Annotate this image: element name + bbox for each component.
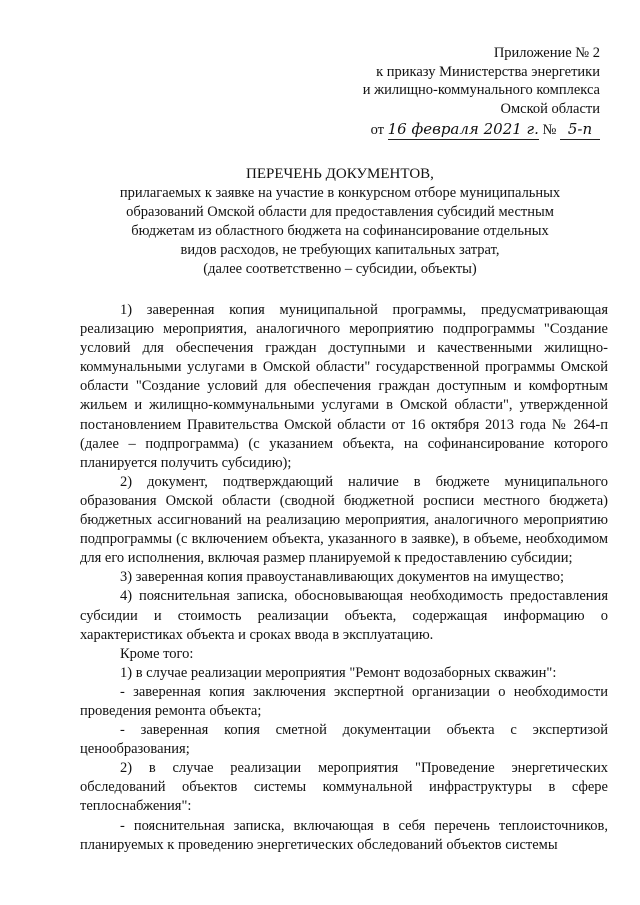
title-subtitle-line: образований Омской области для предоставления субсидий местным [126, 204, 554, 220]
list-item: 1) в случае реализации мероприятия "Ремонт водозаборных скважин": [120, 664, 557, 681]
appendix-header [363, 44, 600, 140]
date-prefix: от [370, 122, 384, 138]
list-item: 1) заверенная копия муниципальной программы, предусматривающая реализацию мероприятия, аналогичного мероприятию подпрограммы "Создание условий для обеспечения граждан доступными и качественными жилищно-коммунальными услугами в Омской области" государственной программы Омской области "Создание условий для обеспечения граждан доступным и комфортным жильем и жилищно-коммунальными услугами в Омской области", утвержденной постановлением Правительства Омской области от 16 октября 2013 года № 264-п (далее – подпрограмма) (с указанием объекта, на софинансирование которого планируется получить субсидию); [80, 302, 608, 471]
list-item: 3) заверенная копия правоустанавливающих документов на имущество; [120, 569, 564, 586]
order-date-row [363, 120, 600, 140]
section-intro: Кроме того: [120, 645, 194, 662]
list-item: - заверенная копия заключения экспертной организации о необходимости проведения ремонта объекта; [80, 683, 608, 719]
list-item: 2) документ, подтверждающий наличие в бюджете муниципального образования Омской области (сводной бюджетной росписи местного бюджета) бюджетных ассигнований на реализацию мероприятия, аналогичного мероприятию подпрограммы (с включением объекта, указанного в заявке), в объеме, необходимом для его исполнения, включая размер планируемой к предоставлению субсидии; [80, 473, 608, 567]
list-item: 2) в случае реализации мероприятия "Проведение энергетических обследований объектов системы коммунальной инфраструктуры в сфере теплоснабжения": [80, 760, 608, 815]
document-title-block [70, 165, 610, 279]
order-reference-line-1: к приказу Министерства энергетики [376, 63, 600, 80]
document-body [80, 301, 608, 855]
number-prefix: № [542, 122, 557, 138]
title-subtitle-line: (далее соответственно – субсидии, объекты) [203, 261, 477, 277]
list-item: 4) пояснительная записка, обосновывающая необходимость предоставления субсидии и стоимость реализации объекта, содержащая информацию о характеристиках объекта и сроках ввода в эксплуатацию. [80, 588, 608, 643]
document-title: ПЕРЕЧЕНЬ ДОКУМЕНТОВ, [246, 166, 434, 182]
title-subtitle-line: прилагаемых к заявке на участие в конкурсном отборе муниципальных [119, 185, 561, 201]
handwritten-number: 5-п [560, 120, 600, 140]
list-item: - заверенная копия сметной документации объекта с экспертизой ценообразования; [80, 722, 608, 758]
handwritten-date: 16 февраля 2021 г. [387, 120, 539, 138]
list-item: - пояснительная записка, включающая в себя перечень теплоисточников, планируемых к проведению энергетических обследований объектов системы [80, 817, 608, 853]
appendix-number: Приложение № 2 [493, 45, 600, 61]
title-subtitle-line: бюджетам из областного бюджета на софинансирование отдельных [131, 223, 549, 239]
title-subtitle-line: видов расходов, не требующих капитальных затрат, [180, 242, 500, 258]
order-reference-line-2: и жилищно-коммунального комплекса [362, 82, 600, 98]
order-reference-line-3: Омской области [500, 100, 600, 117]
